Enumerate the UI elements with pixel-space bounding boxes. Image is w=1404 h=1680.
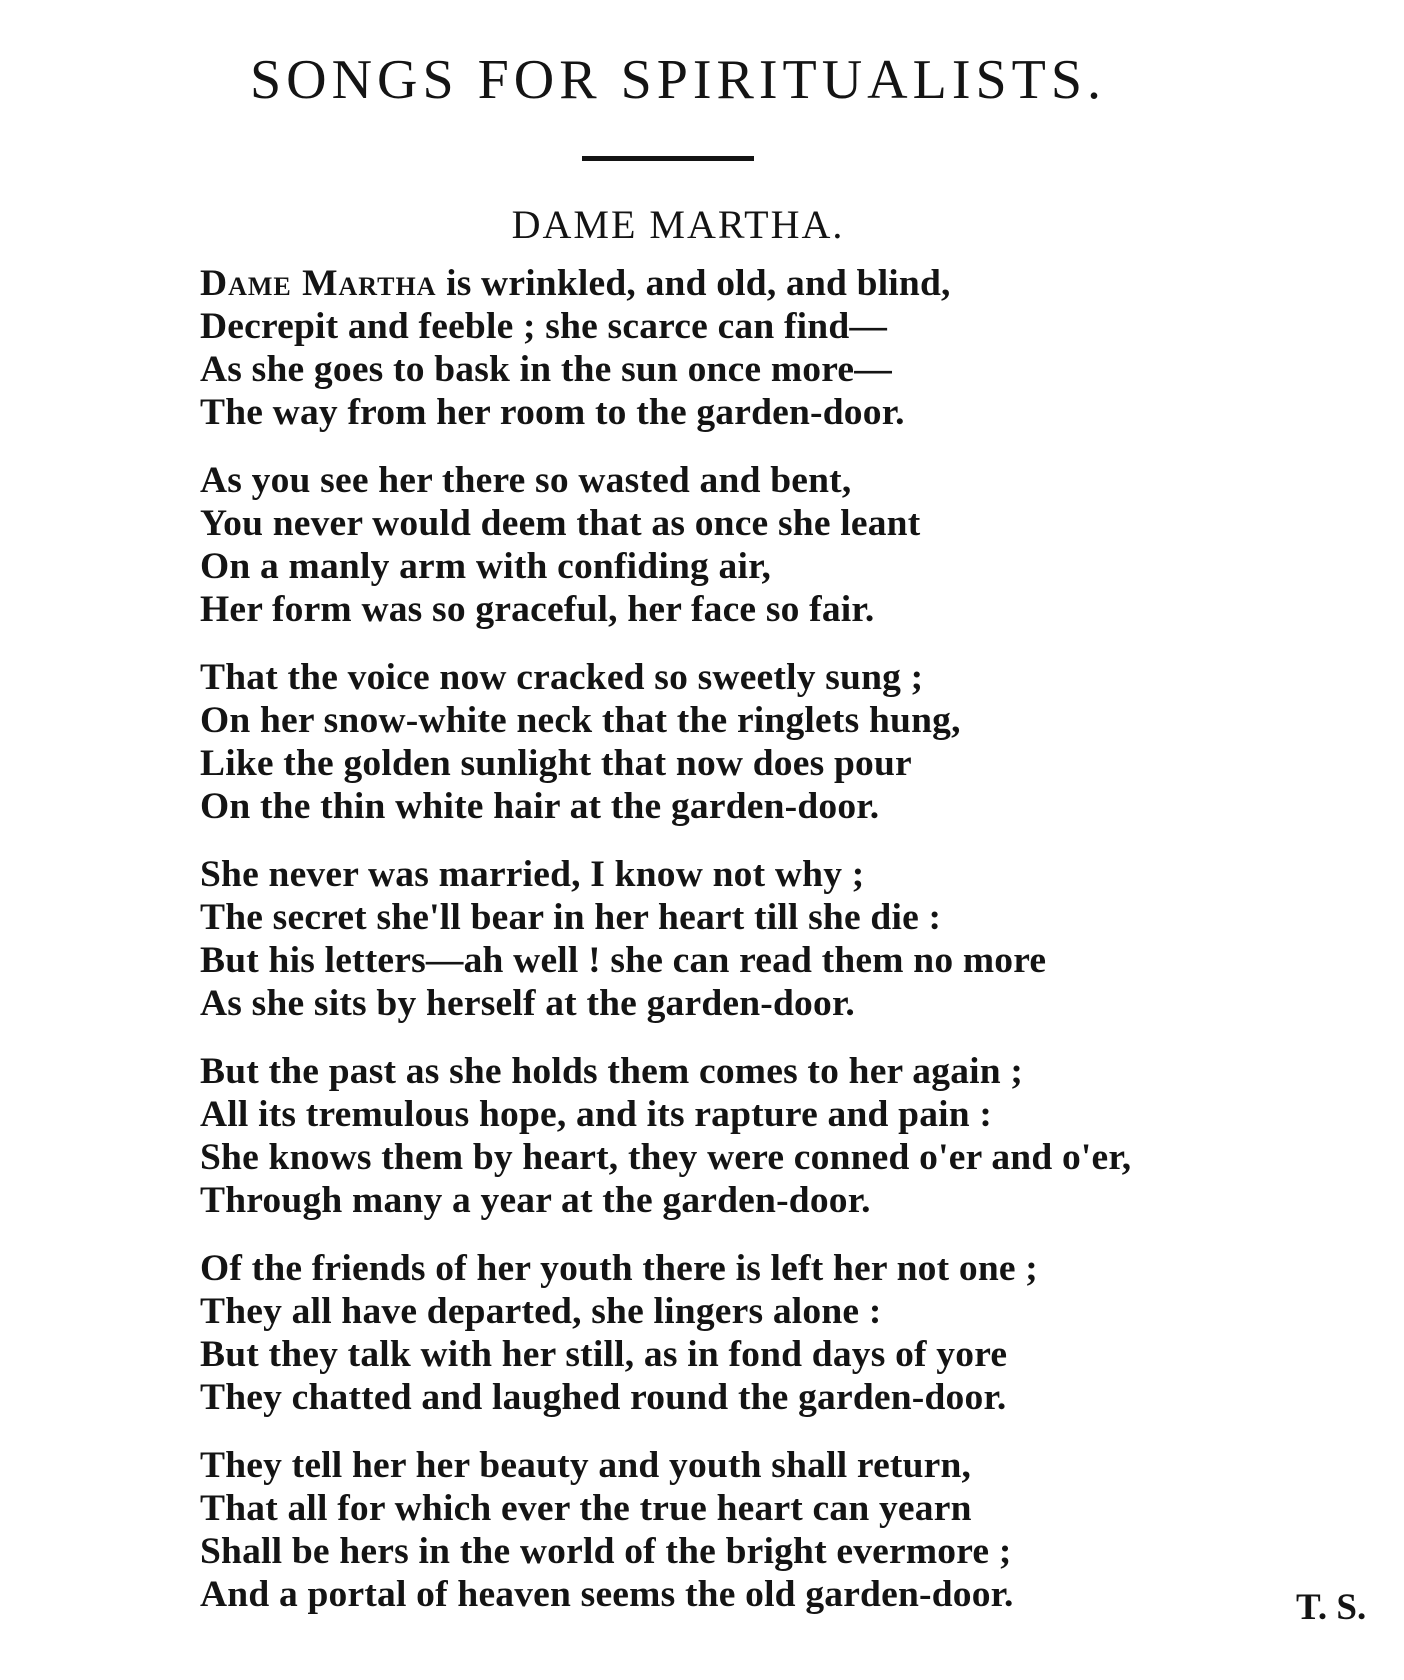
poem-line: But his letters—ah well ! she can read them no more bbox=[200, 940, 1047, 981]
poem-line: Shall be hers in the world of the bright evermore ; bbox=[200, 1531, 1012, 1572]
poem-line: The secret she'll bear in her heart till she die : bbox=[200, 897, 942, 938]
poem-line: On a manly arm with confiding air, bbox=[200, 546, 772, 587]
page-title: SONGS FOR SPIRITUALISTS. bbox=[250, 49, 1106, 111]
poem-line: That the voice now cracked so sweetly sung ; bbox=[200, 657, 924, 698]
stanza-4 bbox=[200, 853, 1350, 1025]
poem-title: DAME MARTHA. bbox=[511, 202, 845, 247]
poem-line: They chatted and laughed round the garden-door. bbox=[200, 1377, 1007, 1418]
poem-line: And a portal of heaven seems the old garden-door. bbox=[200, 1574, 1014, 1615]
line-text: is wrinkled, and old, and blind, bbox=[436, 263, 951, 304]
opening-words: Dame Martha bbox=[200, 263, 437, 304]
poem-line: Like the golden sunlight that now does pour bbox=[200, 743, 912, 784]
poem-line: They tell her her beauty and youth shall return, bbox=[200, 1445, 972, 1486]
poem-line: On the thin white hair at the garden-door. bbox=[200, 786, 880, 827]
poem-line: As you see her there so wasted and bent, bbox=[200, 460, 852, 501]
poem-line bbox=[200, 262, 1350, 305]
title-divider bbox=[582, 156, 754, 161]
poem-line: They all have departed, she lingers alone : bbox=[200, 1291, 882, 1332]
poem-line: As she goes to bask in the sun once more— bbox=[200, 349, 892, 390]
poem-body bbox=[200, 262, 1350, 1641]
poem-line: All its tremulous hope, and its rapture and pain : bbox=[200, 1094, 993, 1135]
poem-line: On her snow-white neck that the ringlets hung, bbox=[200, 700, 961, 741]
poem-line: Through many a year at the garden-door. bbox=[200, 1180, 871, 1221]
stanza-2 bbox=[200, 459, 1350, 631]
poem-line: That all for which ever the true heart can yearn bbox=[200, 1488, 972, 1529]
author-signature: T. S. bbox=[1296, 1587, 1367, 1628]
poem-line: Of the friends of her youth there is left her not one ; bbox=[200, 1248, 1038, 1289]
poem-line: She never was married, I know not why ; bbox=[200, 854, 865, 895]
stanza-5 bbox=[200, 1050, 1350, 1222]
stanza-1 bbox=[200, 262, 1350, 434]
poem-line: As she sits by herself at the garden-door. bbox=[200, 983, 855, 1024]
poem-line: But the past as she holds them comes to her again ; bbox=[200, 1051, 1024, 1092]
poem-line: Decrepit and feeble ; she scarce can find— bbox=[200, 306, 888, 347]
stanza-6 bbox=[200, 1247, 1350, 1419]
poem-line: But they talk with her still, as in fond days of yore bbox=[200, 1334, 1008, 1375]
poem-line: You never would deem that as once she leant bbox=[200, 503, 921, 544]
poem-line: She knows them by heart, they were conned o'er and o'er, bbox=[200, 1137, 1132, 1178]
stanza-7 bbox=[200, 1444, 1350, 1616]
stanza-3 bbox=[200, 656, 1350, 828]
poem-line: The way from her room to the garden-door. bbox=[200, 392, 905, 433]
poem-line: Her form was so graceful, her face so fair. bbox=[200, 589, 875, 630]
